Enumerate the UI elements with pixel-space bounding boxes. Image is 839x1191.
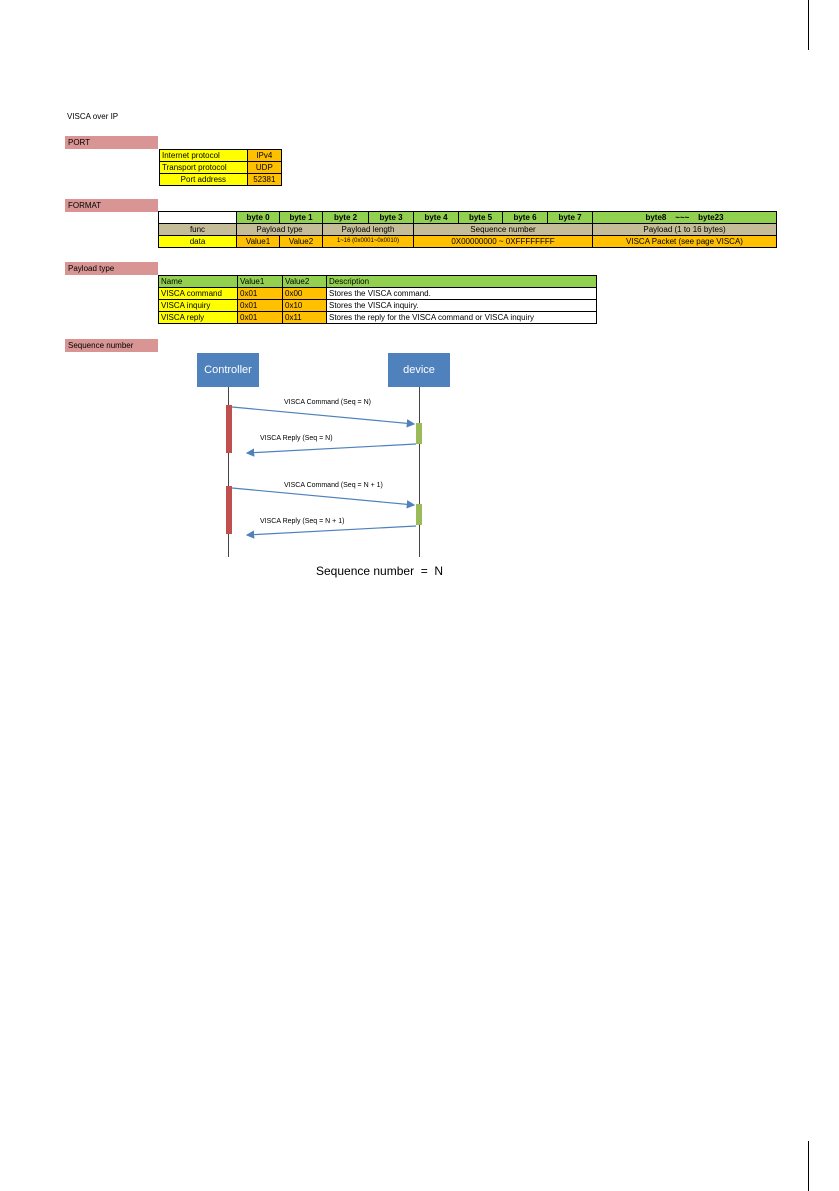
payload-value2: 0x11 [283, 312, 327, 324]
payload-description: Stores the VISCA command. [327, 288, 597, 300]
device-box: device [388, 353, 450, 387]
byte-range-sep: ~~~ [675, 213, 690, 222]
byte-header: byte 5 [459, 212, 503, 224]
payload-value2: 0x10 [283, 300, 327, 312]
arrow-reply-2 [247, 526, 416, 535]
data-length: 1~16 (0x0001~0x0010) [323, 236, 414, 248]
func-payload: Payload (1 to 16 bytes) [593, 224, 777, 236]
func-sequence-number: Sequence number [414, 224, 593, 236]
message-label: VISCA Command (Seq = N) [284, 399, 371, 406]
data-sequence: 0X00000000 ~ 0XFFFFFFFF [414, 236, 593, 248]
func-payload-length: Payload length [323, 224, 414, 236]
message-label: VISCA Reply (Seq = N) [260, 435, 333, 442]
func-payload-type: Payload type [237, 224, 323, 236]
section-format: FORMAT [65, 199, 158, 212]
payload-value1: 0x01 [238, 288, 283, 300]
byte-header: byte 7 [548, 212, 593, 224]
page-title: VISCA over IP [67, 112, 119, 121]
section-payload-type: Payload type [65, 262, 158, 275]
payload-description: Stores the VISCA inquiry. [327, 300, 597, 312]
byte-range-end: byte23 [698, 213, 724, 222]
payload-name: VISCA inquiry [159, 300, 238, 312]
port-label: Transport protocol [160, 162, 248, 174]
header-value1: Value1 [238, 276, 283, 288]
message-label: VISCA Command (Seq = N + 1) [284, 482, 383, 489]
header-value2: Value2 [283, 276, 327, 288]
arrow-reply-1 [247, 444, 416, 453]
byte-range-start: byte8 [645, 213, 667, 222]
byte-header: byte 6 [503, 212, 548, 224]
byte-header: byte 4 [414, 212, 459, 224]
data-payload: VISCA Packet (see page VISCA) [593, 236, 777, 248]
section-port: PORT [65, 136, 158, 149]
data-value2: Value2 [280, 236, 323, 248]
payload-description: Stores the reply for the VISCA command or VISCA inquiry [327, 312, 597, 324]
payload-name: VISCA reply [159, 312, 238, 324]
payload-value1: 0x01 [238, 300, 283, 312]
byte-header: byte 1 [280, 212, 323, 224]
section-sequence-number: Sequence number [65, 339, 158, 352]
port-label: Internet protocol [160, 150, 248, 162]
port-value: 52381 [247, 174, 281, 186]
port-value: UDP [247, 162, 281, 174]
sequence-caption: Sequence number = N [316, 564, 444, 578]
arrow-command-1 [232, 407, 414, 424]
byte-header: byte 2 [323, 212, 369, 224]
arrow-command-2 [232, 488, 414, 505]
byte-header: byte 0 [237, 212, 280, 224]
header-name: Name [159, 276, 238, 288]
port-value: IPv4 [247, 150, 281, 162]
header-description: Description [327, 276, 597, 288]
port-label: Port address [160, 174, 248, 186]
func-label: func [159, 224, 237, 236]
payload-value2: 0x00 [283, 288, 327, 300]
payload-value1: 0x01 [238, 312, 283, 324]
payload-name: VISCA command [159, 288, 238, 300]
byte-header: byte 3 [369, 212, 414, 224]
data-label: data [159, 236, 237, 248]
controller-box: Controller [197, 353, 259, 387]
data-value1: Value1 [237, 236, 280, 248]
message-label: VISCA Reply (Seq = N + 1) [260, 518, 345, 525]
page-edge-mark [808, 1141, 809, 1191]
